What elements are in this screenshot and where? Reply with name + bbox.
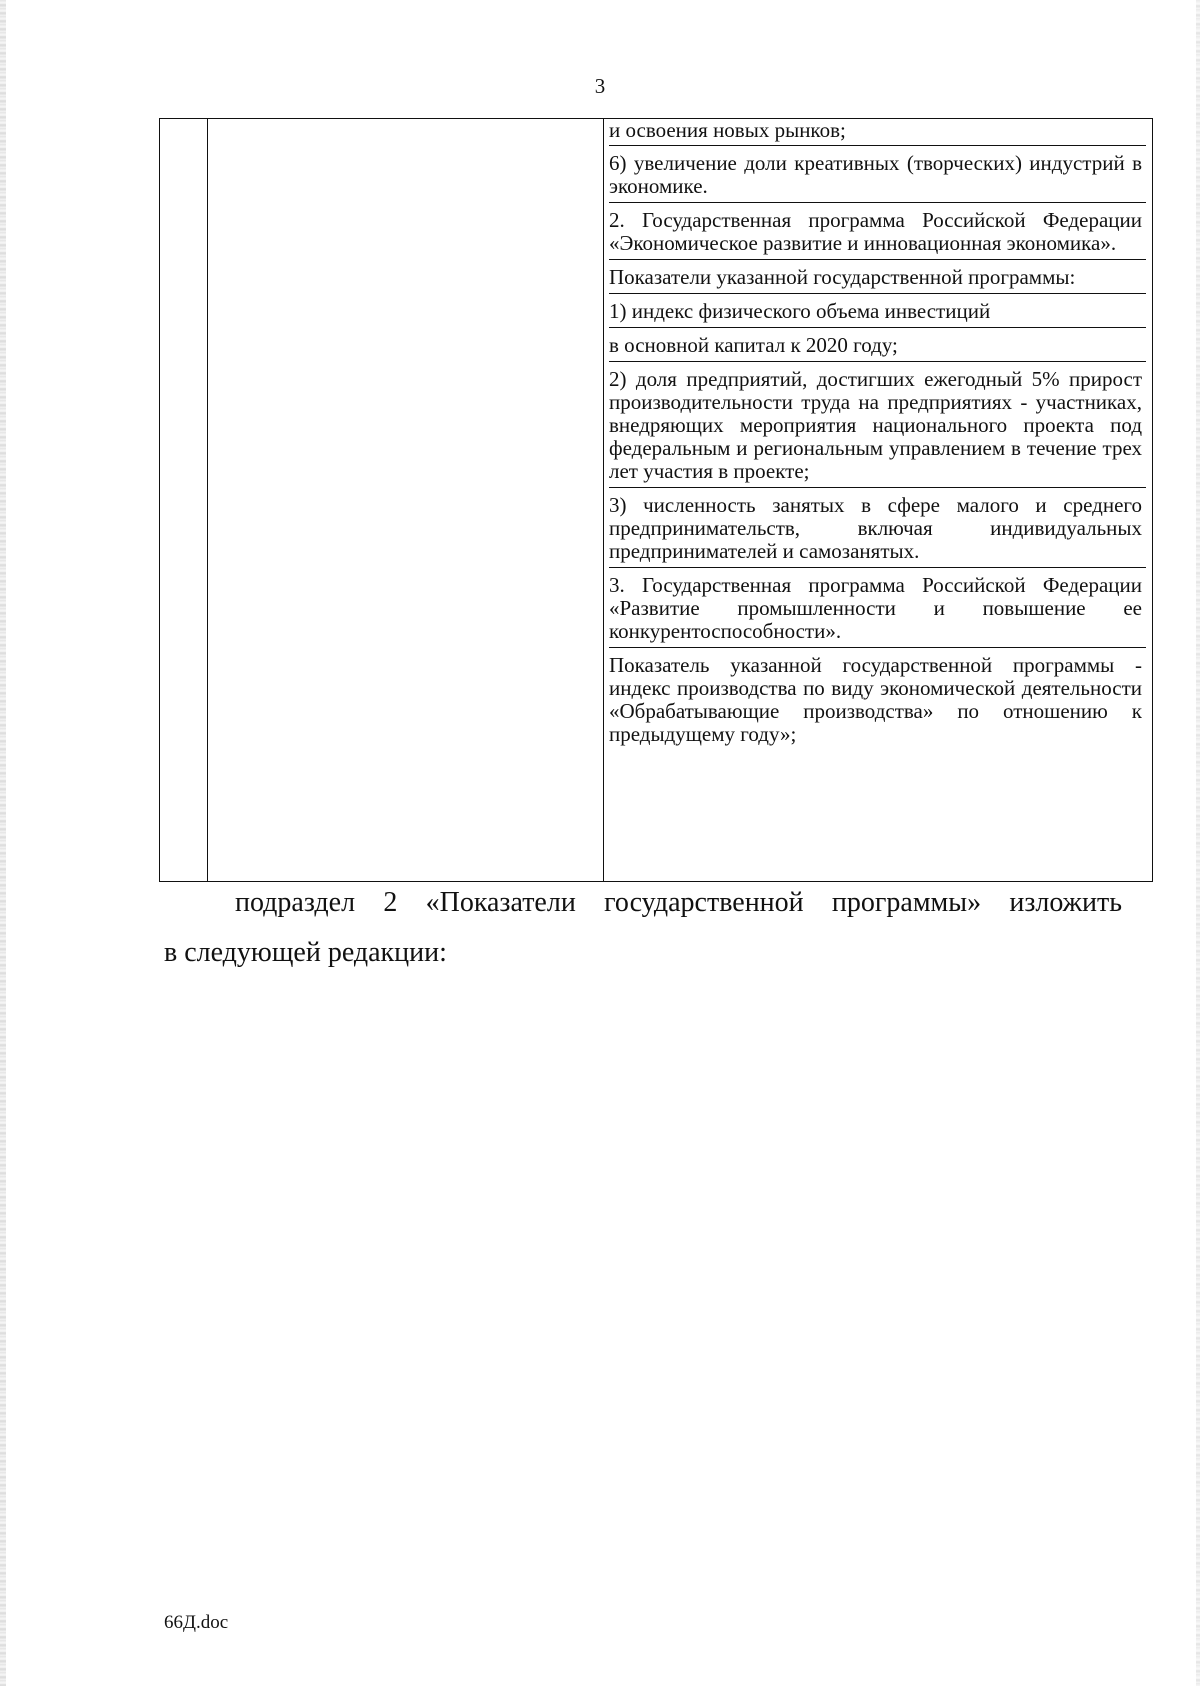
table-paragraph: Показатель указанной государственной программы - индекс производства по виду экономической деятельности «Обрабатывающие производства» по отношению к предыдущему году»; [609, 653, 1142, 746]
program-table [159, 118, 1153, 882]
table-paragraph: и освоения новых рынков; [609, 119, 1146, 146]
table-paragraph: 3. Государственная программа Российской Федерации «Развитие промышленности и повышение ее конкурентоспособности». [609, 568, 1146, 648]
body-paragraph-line-1: подраздел 2 «Показатели государственной программы» изложить [235, 887, 1122, 918]
scan-edge-left [0, 0, 6, 1686]
table-paragraph: 2. Государственная программа Российской Федерации «Экономическое развитие и инновационная экономика». [609, 203, 1146, 260]
scan-edge-right [1196, 0, 1200, 1686]
table-paragraph: 3) численность занятых в сфере малого и среднего предпринимательств, включая индивидуальных предпринимателей и самозанятых. [609, 488, 1146, 568]
table-column-divider-2 [603, 119, 604, 881]
table-paragraph: 1) индекс физического объема инвестиций [609, 294, 1146, 328]
table-paragraph: 2) доля предприятий, достигших ежегодный 5% прирост производительности труда на предприятиях - участниках, внедряющих мероприятия национального проекта под федеральным и региональным управлением в течение трех лет участия в проекте; [609, 362, 1146, 488]
footer-document-name: 66Д.doc [164, 1612, 229, 1633]
table-column-divider-1 [207, 119, 208, 881]
table-paragraph: 6) увеличение доли креативных (творческих) индустрий в экономике. [609, 146, 1146, 203]
table-paragraph: в основной капитал к 2020 году; [609, 328, 1146, 362]
body-paragraph-line-2: в следующей редакции: [164, 937, 447, 968]
table-right-cell [609, 119, 1146, 881]
table-paragraph: Показатели указанной государственной программы: [609, 260, 1146, 294]
page-number: 3 [594, 74, 606, 98]
